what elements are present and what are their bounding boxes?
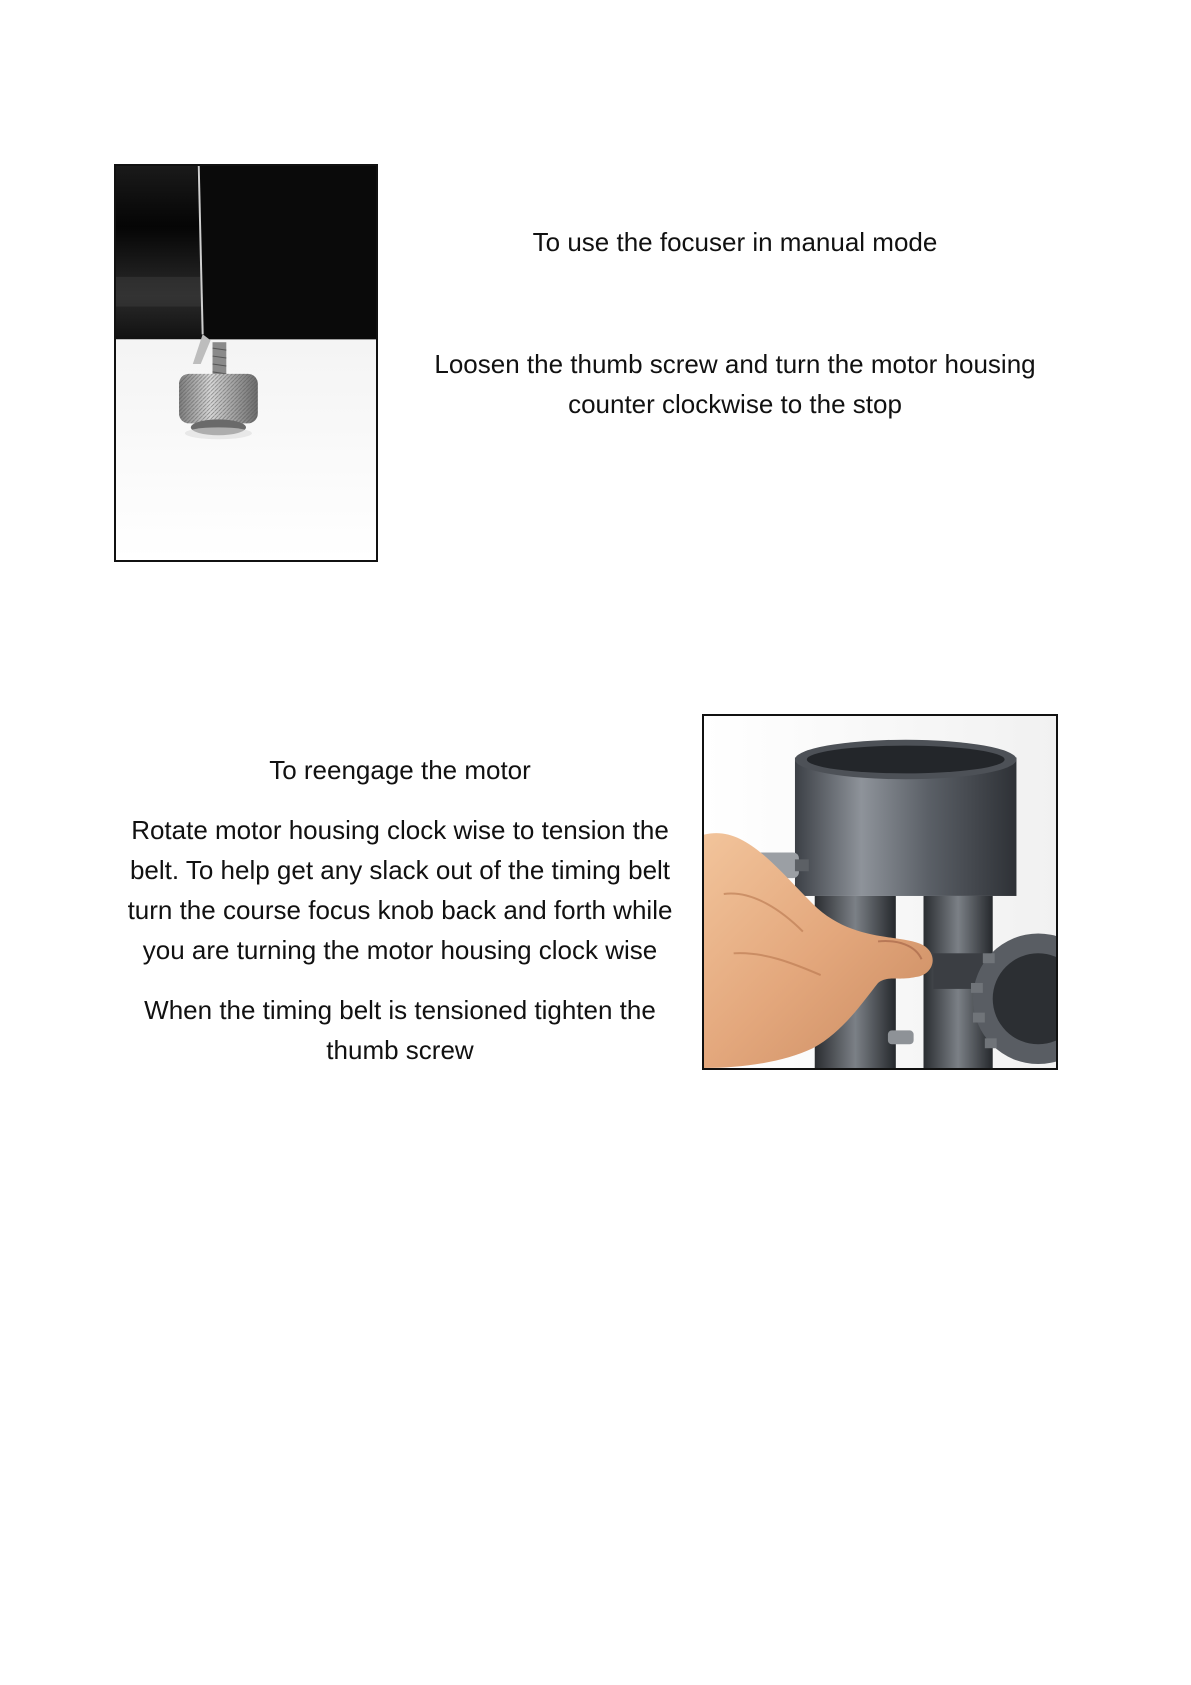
photo-thumb-screw [114,164,378,562]
manual-mode-heading: To use the focuser in manual mode [532,227,938,257]
photo-motor-housing [702,714,1058,1070]
reengage-step-tension: Rotate motor housing clock wise to tension the belt. To help get any slack out of the timing belt turn the course focus knob back and forth while you are turning the motor housing clock wise [127,815,673,965]
manual-mode-section [420,222,1050,424]
reengage-step-tighten: When the timing belt is tensioned tighten the thumb screw [144,995,656,1065]
thumb-screw-illustration [116,166,376,560]
motor-housing-illustration [704,716,1056,1068]
reengage-section [110,750,690,1070]
manual-mode-instruction: Loosen the thumb screw and turn the motor housing counter clockwise to the stop [434,349,1036,419]
reengage-heading: To reengage the motor [269,755,531,785]
